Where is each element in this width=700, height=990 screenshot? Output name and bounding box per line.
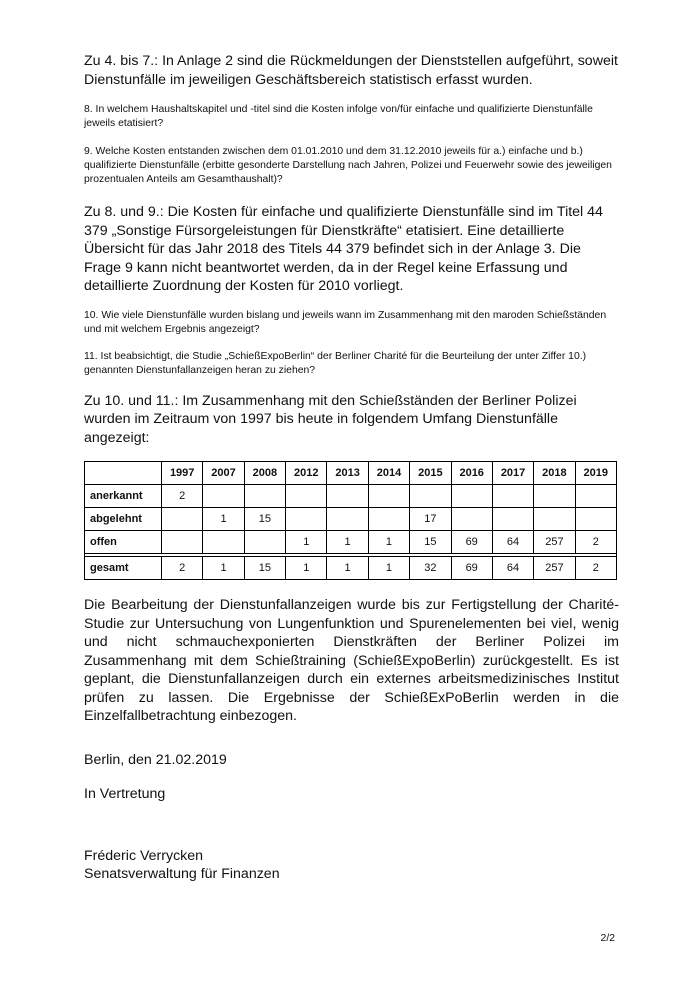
year-header: 2008 — [244, 462, 285, 485]
table-row — [85, 557, 617, 580]
table-cell — [451, 485, 492, 508]
year-header: 2015 — [410, 462, 451, 485]
table-cell: 64 — [492, 531, 533, 554]
table-cell: 15 — [410, 531, 451, 554]
table-cell — [368, 485, 409, 508]
table-cell: 15 — [244, 508, 285, 531]
question-8: 8. In welchem Haushaltskapitel und -titel sind die Kosten infolge von/für einfache und qualifizierte Dienstunfälle jeweils etatisiert? — [84, 104, 593, 129]
table-cell: 69 — [451, 557, 492, 580]
closing-paragraph: Die Bearbeitung der Dienstunfallanzeigen wurde bis zur Fertigstellung der Charité-Studie zur Untersuchung von Lungenfunktion und Spurenelementen bei viel, wenig und nicht schmauchexponierten Dienstkräften der Berliner Polizei im Zusammenhang mit dem Schießtraining (SchießExpoBerlin) zurückgestellt. Es ist geplant, die Dienstunfallanzeigen durch ein externes arbeitsmedizinisches Institut prüfen zu lassen. Die Ergebnisse der SchießExPoBerlin werden in die Einzelfallbetrachtung einbezogen. — [84, 597, 619, 724]
row-label: abgelehnt — [85, 508, 162, 531]
table-cell: 32 — [410, 557, 451, 580]
page-number: 2/2 — [600, 933, 615, 944]
year-header: 2016 — [451, 462, 492, 485]
table-cell: 64 — [492, 557, 533, 580]
year-header: 2007 — [203, 462, 244, 485]
table-cell: 15 — [244, 557, 285, 580]
table-cell — [575, 485, 616, 508]
table-cell — [451, 508, 492, 531]
table-cell — [162, 531, 203, 554]
signer-name: Fréderic Verrycken — [84, 847, 204, 864]
table-cell — [368, 508, 409, 531]
answer-4-7: Zu 4. bis 7.: In Anlage 2 sind die Rückmeldungen der Dienststellen aufgeführt, soweit Dienstunfälle im jeweiligen Geschäftsbereich statistisch erfasst wurden. — [84, 53, 618, 88]
table-cell: 257 — [534, 557, 575, 580]
table-cell — [327, 485, 368, 508]
year-header: 2017 — [492, 462, 533, 485]
table-cell — [327, 508, 368, 531]
table-cell — [286, 485, 327, 508]
table-cell: 17 — [410, 508, 451, 531]
table-header-row — [85, 462, 617, 485]
table-cell — [534, 485, 575, 508]
table-corner-cell — [85, 462, 162, 485]
table-cell: 2 — [575, 557, 616, 580]
question-10: 10. Wie viele Dienstunfälle wurden bislang und jeweils wann im Zusammenhang mit den maroden Schießständen und mit welchem Ergebnis angezeigt? — [84, 309, 607, 335]
table-cell: 1 — [203, 557, 244, 580]
table-cell: 257 — [534, 531, 575, 554]
table-cell: 2 — [162, 485, 203, 508]
question-11: 11. Ist beabsichtigt, die Studie „SchießExpoBerlin“ der Berliner Charité für die Beurteilung der unter Ziffer 10.) genannten Dienstunfallanzeigen heran zu ziehen? — [84, 350, 587, 376]
table-cell — [534, 508, 575, 531]
table-cell — [492, 485, 533, 508]
year-header: 1997 — [162, 462, 203, 485]
table-cell — [410, 485, 451, 508]
table-row — [85, 485, 617, 508]
table-cell — [203, 531, 244, 554]
table-cell: 1 — [286, 557, 327, 580]
table-cell — [162, 508, 203, 531]
year-header: 2018 — [534, 462, 575, 485]
document-page — [84, 52, 619, 884]
table-cell: 1 — [368, 531, 409, 554]
in-vertretung: In Vertretung — [84, 786, 166, 802]
table-cell — [244, 531, 285, 554]
row-label: gesamt — [85, 557, 162, 580]
table-cell: 2 — [575, 531, 616, 554]
row-label: anerkannt — [85, 485, 162, 508]
table-cell — [286, 508, 327, 531]
year-header: 2014 — [368, 462, 409, 485]
table-cell: 1 — [327, 557, 368, 580]
table-cell: 1 — [368, 557, 409, 580]
table-cell: 2 — [162, 557, 203, 580]
table-row — [85, 508, 617, 531]
table-cell: 1 — [327, 531, 368, 554]
table-cell — [203, 485, 244, 508]
signer-office: Senatsverwaltung für Finanzen — [84, 866, 280, 882]
table-cell: 1 — [203, 508, 244, 531]
year-header: 2013 — [327, 462, 368, 485]
table-cell — [575, 508, 616, 531]
row-label: offen — [85, 531, 162, 554]
table-cell — [244, 485, 285, 508]
place-date: Berlin, den 21.02.2019 — [84, 751, 227, 768]
table-cell: 69 — [451, 531, 492, 554]
answer-10-11: Zu 10. und 11.: Im Zusammenhang mit den Schießständen der Berliner Polizei wurden im Zeitraum von 1997 bis heute in folgendem Umfang Dienstunfälle angezeigt: — [84, 392, 577, 446]
table-row — [85, 531, 617, 554]
year-header: 2012 — [286, 462, 327, 485]
accident-statistics-table — [84, 461, 617, 580]
year-header: 2019 — [575, 462, 616, 485]
table-cell: 1 — [286, 531, 327, 554]
table-cell — [492, 508, 533, 531]
question-9: 9. Welche Kosten entstanden zwischen dem 01.01.2010 und dem 31.12.2010 jeweils für a.) einfache und b.) qualifizierte Dienstunfälle (erbitte gesonderte Darstellung nach Jahren, Polizei und Feuerwehr sowie des jeweiligen prozentualen Anteils am Gesamthaushalt)? — [84, 146, 612, 185]
answer-8-9: Zu 8. und 9.: Die Kosten für einfache und qualifizierte Dienstunfälle sind im Titel 44 379 „Sonstige Fürsorgeleistungen für Dienstkräfte“ etatisiert. Eine detaillierte Übersicht für das Jahr 2018 des Titels 44 379 befindet sich in der Anlage 3. Die Frage 9 kann nicht beantwortet werden, da in der Regel keine Erfassung und detaillierte Zuordnung der Kosten für 2010 vorliegt. — [84, 204, 603, 294]
